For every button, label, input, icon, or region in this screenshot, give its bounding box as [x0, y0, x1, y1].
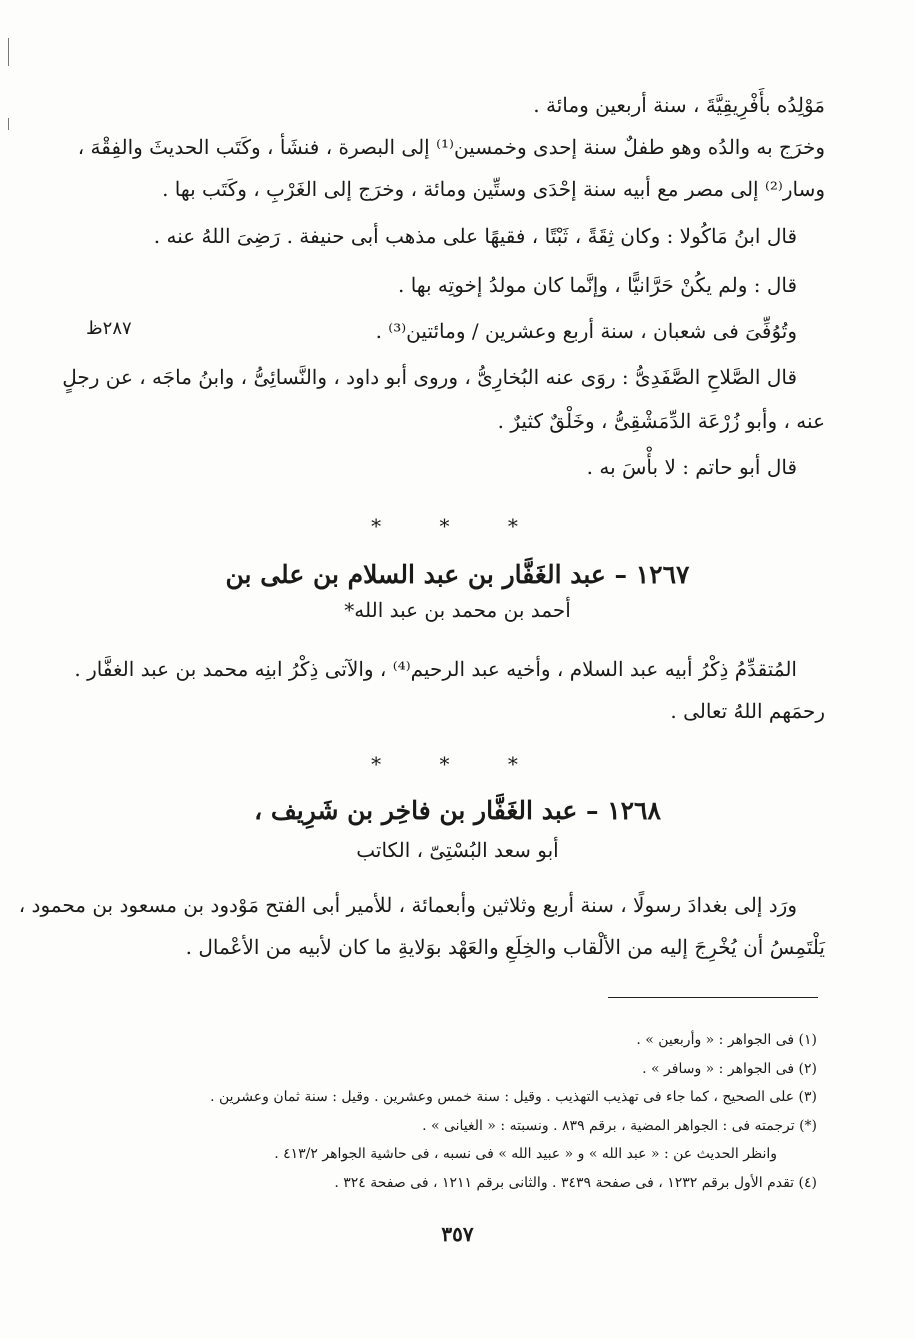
text-line: وخرَج به والدُه وهو طفلٌ سنة إحدى وخمسين⁽¹⁾ إلى البصرة ، فنشَأ ، وكَتَب الحديثَ والفِقْهَ ، [77, 135, 825, 159]
text-line: عنه ، وأبو زُرْعَة الدِّمَشْقِىُّ ، وخَلْقٌ كثيرٌ . [497, 409, 825, 433]
text-line: قال أبو حاتم : لا بأْسَ به . [586, 455, 797, 479]
footnote-divider [608, 997, 818, 998]
entry-title-1267: ١٢٦٧ – عبد الغَفَّار بن عبد السلام بن على بن [225, 560, 690, 589]
entry-body-1267 [74, 648, 825, 732]
footnote: (٤) تقدم الأول برقم ١٢٣٢ ، فى صفحة ٣٤٣٩ . والثانى برقم ١٢١١ ، فى صفحة ٣٢٤ . [334, 1174, 817, 1191]
footnote: (٢) فى الجواهر : « وسافر » . [642, 1060, 817, 1077]
section-separator: * * * [371, 514, 544, 538]
text-line: المُتقدِّمُ ذِكْرُ أبيه عبد السلام ، وأخيه عبد الرحيم⁽⁴⁾ ، والآتى ذِكْرُ ابنِه محمد بن عبد الغفَّار . [74, 657, 797, 681]
text-line: قال ابنُ مَاكُولا : وكان ثِقَةً ، ثَبْتًا ، فقيهًا على مذهب أبى حنيفة . رَضِىَ اللهُ عنه . [153, 224, 797, 248]
text-line: وسار⁽²⁾ إلى مصر مع أبيه سنة إحْدَى وستِّين ومائة ، وخرَج إلى الغَرْبِ ، وكَتَب بها . [162, 177, 825, 201]
text-line: يَلْتَمِسُ أن يُخْرِجَ إليه من الألْقاب والخِلَعِ والعَهْد بوَلايةِ ما كان لأبيه من الأعْمال . [185, 935, 825, 959]
text-line: رحمَهم اللهُ تعالى . [670, 699, 825, 723]
text-line: قال الصَّلاحِ الصَّفَدِىُّ : روَى عنه البُخارِىُّ ، وروى أبو داود ، والنَّسائِىُّ ، وابنُ ماجَه ، عن رجلٍ [62, 365, 797, 389]
scan-edge-mark [8, 38, 9, 66]
entry-subtitle-1268: أبو سعد البُسْتِىّ ، الكاتب [356, 838, 559, 862]
text-line: قال : ولم يكُنْ حَرَّانيًّا ، وإنَّما كان مولدُ إخوتِه بها . [397, 273, 797, 297]
entry-body-1268 [18, 884, 825, 968]
footnote: (٣) على الصحيح ، كما جاء فى تهذيب التهذيب . وقيل : سنة خمس وعشرين . وقيل : سنة ثمان وعشرين . [210, 1089, 817, 1105]
text-line: وتُوُفِّىَ فى شعبان ، سنة أربع وعشرين / ومائتين⁽³⁾ . [375, 319, 797, 343]
footnote: وانظر الحديث عن : « عبد الله » و « عبيد الله » فى نسبه ، فى حاشية الجواهر ٤١٣/٢ . [274, 1146, 777, 1162]
page-number: ٣٥٧ [441, 1222, 474, 1246]
footnotes [117, 1026, 817, 1197]
section-separator: * * * [371, 752, 544, 776]
text-line: ورَد إلى بغدادَ رسولًا ، سنة أربع وثلاثين وأبعمائة ، للأمير أبى الفتح مَوْدود بن مسعود بن محمود ، [18, 893, 797, 917]
footnote: (١) فى الجواهر : « وأربعين » . [636, 1032, 817, 1048]
text-line: مَوْلِدُه بأَفْرِيقِيَّةَ ، سنة أربعين ومائة . [533, 93, 825, 117]
scan-edge-mark [8, 118, 9, 130]
footnote: (*) ترجمته فى : الجواهر المضية ، برقم ٨٣٩ . ونسبته : « الغيانى » . [422, 1117, 817, 1134]
entry-subtitle-1267: أحمد بن محمد بن عبد الله* [344, 598, 571, 622]
margin-folio-note: ٢٨٧ظ [86, 318, 132, 339]
entry-title-1268: ١٢٦٨ – عبد الغَفَّار بن فاخِر بن شَرِيف ، [254, 796, 661, 825]
